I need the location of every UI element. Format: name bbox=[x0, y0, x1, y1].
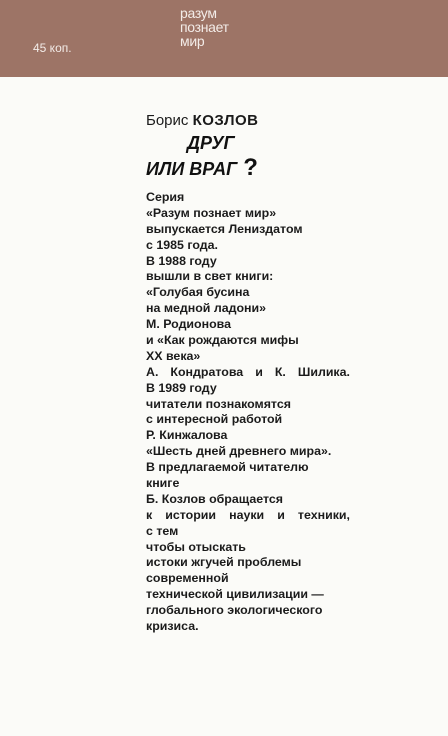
price-label: 45 коп. bbox=[33, 41, 72, 55]
annotation-word: Шилика. bbox=[297, 364, 350, 379]
title-line-2-text: ИЛИ ВРАГ bbox=[146, 159, 238, 179]
annotation-text bbox=[146, 190, 356, 635]
annotation-line: «Шесть дней древнего мира». bbox=[146, 444, 332, 459]
annotation-line: современной bbox=[146, 571, 229, 586]
author-last-name: КОЗЛОВ bbox=[192, 112, 259, 129]
annotation-word: и bbox=[277, 507, 285, 522]
annotation-line-justified bbox=[146, 365, 350, 381]
annotation-word: истории bbox=[165, 507, 217, 522]
annotation-line: В предлагаемой читателю bbox=[146, 460, 309, 475]
annotation-word: А. bbox=[146, 364, 159, 379]
annotation-line: вышли в свет книги: bbox=[146, 269, 274, 284]
annotation-word: к bbox=[146, 507, 153, 522]
annotation-line: на медной ладони» bbox=[146, 301, 267, 316]
annotation-line: технической цивилизации — bbox=[146, 587, 324, 602]
annotation-line: с тем bbox=[146, 523, 179, 538]
author-name bbox=[146, 112, 258, 129]
annotation-line: читатели познакомятся bbox=[146, 396, 291, 411]
header-band bbox=[0, 0, 448, 77]
annotation-line: чтобы отыскать bbox=[146, 539, 246, 554]
annotation-line: Серия bbox=[146, 190, 185, 204]
annotation-line: и «Как рождаются мифы bbox=[146, 333, 299, 348]
series-line-3: мир bbox=[180, 33, 205, 49]
series-logo bbox=[180, 6, 229, 48]
annotation-line: книге bbox=[146, 476, 180, 491]
annotation-line: «Разум познает мир» bbox=[146, 205, 277, 220]
annotation-line: Б. Козлов обращается bbox=[146, 491, 284, 506]
annotation-word: науки bbox=[229, 507, 265, 522]
annotation-line: М. Родионова bbox=[146, 317, 232, 332]
annotation-line: «Голубая бусина bbox=[146, 285, 250, 300]
annotation-line: XX века» bbox=[146, 348, 201, 363]
annotation-line: истоки жгучей проблемы bbox=[146, 555, 302, 570]
annotation-line: выпускается Лениздатом bbox=[146, 221, 303, 236]
author-first-name: Борис bbox=[146, 112, 189, 129]
annotation-word: и bbox=[255, 364, 263, 379]
annotation-word: техники, bbox=[297, 507, 350, 522]
annotation-line: В 1988 году bbox=[146, 253, 217, 268]
title-line-1: ДРУГ bbox=[187, 133, 235, 153]
annotation-line-justified bbox=[146, 508, 350, 524]
series-line-2: познает bbox=[180, 19, 229, 35]
annotation-line: глобального экологического bbox=[146, 603, 323, 618]
annotation-line: с интересной работой bbox=[146, 412, 283, 427]
annotation-word: К. bbox=[274, 364, 286, 379]
series-line-1: разум bbox=[180, 5, 217, 21]
annotation-line: Р. Кинжалова bbox=[146, 428, 228, 443]
annotation-line: В 1989 году bbox=[146, 380, 217, 395]
annotation-line: с 1985 года. bbox=[146, 237, 218, 252]
title-line-2 bbox=[146, 154, 258, 182]
title-question-mark: ? bbox=[243, 154, 258, 181]
annotation-line: кризиса. bbox=[146, 619, 199, 634]
annotation-word: Кондратова bbox=[170, 364, 244, 379]
